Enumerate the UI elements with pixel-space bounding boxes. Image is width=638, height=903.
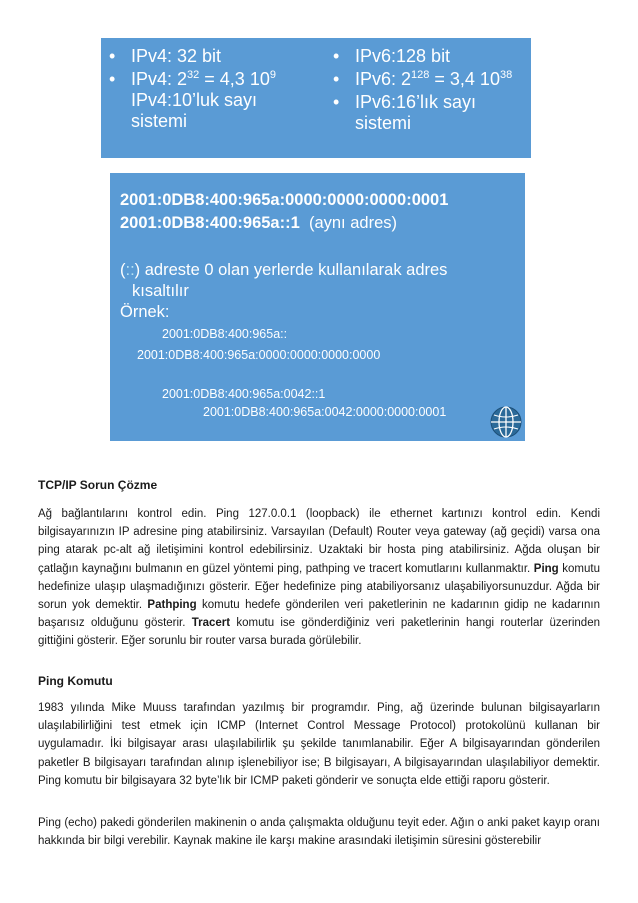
example-full-address: 2001:0DB8:400:965a:0000:0000:0000:0000 <box>137 348 381 362</box>
bullet-item: • IPv4: $2^{32} = 4,3$ $10^9$ IPv4:10’luk sayı sistemi <box>109 69 276 131</box>
section-heading-tcpip: TCP/IP Sorun Çözme <box>38 478 158 492</box>
example-short-address: 2001:0DB8:400:965a:0042::1 <box>162 387 326 401</box>
ipv4-ipv6-comparison-slide <box>101 38 531 158</box>
bullet-item: • IPv4: 32 bit <box>109 46 222 66</box>
rule-text: (::) adreste 0 olan yerlerde kullanılarak adres <box>120 261 448 279</box>
rule-text-continued: kısaltılır <box>132 282 189 300</box>
ipv6-abbreviation-slide <box>110 173 525 441</box>
ipv4-column <box>109 46 319 132</box>
example-full-address: 2001:0DB8:400:965a:0042:0000:0000:0001 <box>203 405 447 419</box>
section-heading-ping: Ping Komutu <box>38 674 113 688</box>
full-address: 2001:0DB8:400:965a:0000:0000:0000:0001 <box>120 191 449 209</box>
example-short-address: 2001:0DB8:400:965a:: <box>162 327 288 341</box>
bullet-item: • IPv6: $2^{128} = 3,4$ $10^{38}$ <box>333 69 513 89</box>
bullet-item: • IPv6:16’lık sayı sistemi <box>333 92 477 133</box>
paragraph-ping-echo: Ping (echo) pakedi gönderilen makinenin o anda çalışmakta olduğunu teyit eder. Ağın o anki paket kayıp oranı hakkında bir bilgi verebilir. Kaynak makine ile karşı makine arasındaki iletişimin süresini gösterebilir <box>38 817 600 848</box>
ipv6-column <box>333 46 529 134</box>
bullet-item: • IPv6:128 bit <box>333 46 451 66</box>
example-label: Örnek: <box>120 303 170 321</box>
globe-icon <box>489 405 523 439</box>
short-address: 2001:0DB8:400:965a::1 (aynı adres) <box>120 214 397 232</box>
paragraph-tcpip: Ağ bağlantılarını kontrol edin. Ping 127.0.0.1 (loopback) ile ethernet kartınızı kontrol edin. Kendi bilgisayarınızın IP adresine ping atabilirsiniz. Varsayılan (Default) Router veya gateway (ağ geçidi) varsa ona ping atarak pc-alt ağ iletişimini kontrol edebilirsiniz. Uzaktaki bir hosta ping atabilirsiniz. Ağda oluşan bir çatlağın kaynağını bulmanın en güzel yöntemi ping, pathping ve tracert komutlarını kullanmaktır. Ping komutu hedefinize ulaşıp ulaşmadığınızı gösterir. Eğer hedefinize ping atabiliyorsanız ulaşabiliyorsunuzdur. Ağda bir sorun yok demektir. Pathping komutu hedefe gönderilen veri paketlerinin ne kadarının gidip ne kadarının başarısız olduğunu gösterir. Tracert komutu ise gönderdiğiniz veri paketlerinin hangi routerlar üzerinden gittiğini gösterir. Eğer sorunlu bir router varsa burada görülebilir. <box>38 508 600 648</box>
paragraph-ping-history: 1983 yılında Mike Muuss tarafından yazılmış bir programdır. Ping, ağ üzerinde bulunan bilgisayarların ulaşılabilirliğini test etmek için ICMP (Internet Control Message Protocol) protokolünü kullanan bir uygulamadır. İki bilgisayar arası ulaşılabilirlik şu şekilde tanımlanabilir. Eğer A bilgisayarından gönderilen paketler B bilgisayarı tarafından alınıp işlenebiliyor ise; B bilgisayarı, A bilgisayarından ulaşılabiliyor demektir. Ping komutu bir bilgisayara 32 byte’lık bir ICMP paketi gönderir ve sonuçta elde ettiği raporu gösterir. <box>38 702 600 787</box>
